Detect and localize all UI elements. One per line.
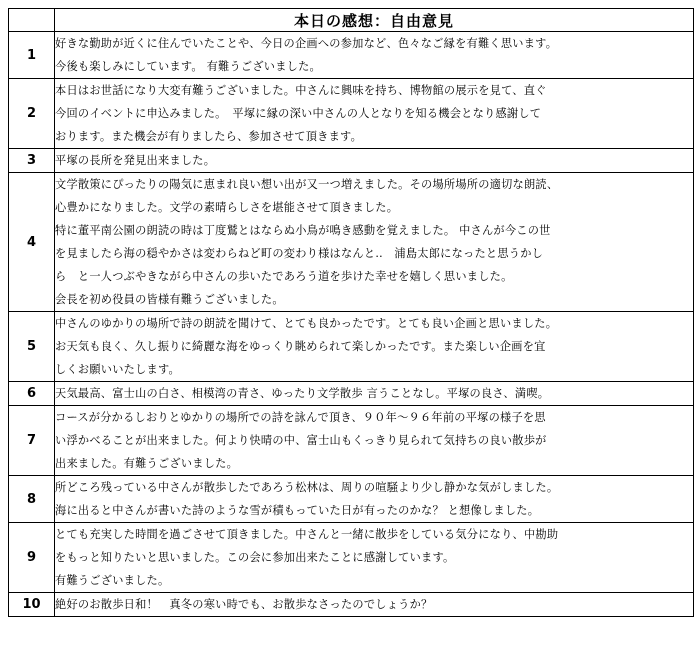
comment-line: 海に出ると中さんが書いた詩のような雪が積もっていた日が有ったのかな？ と想像しました。 <box>55 504 540 517</box>
comment-line: 平塚の長所を発見出来ました。 <box>55 154 216 167</box>
table-title: 本日の感想：自由意見 <box>55 9 694 32</box>
comment-line: 今後も楽しみにしています。 有難うございました。 <box>55 60 321 73</box>
comment-cell <box>55 476 694 523</box>
comment-line: ら と一人つぶやきながら中さんの歩いたであろう道を歩けた幸せを嬉しく思いました。 <box>55 270 513 283</box>
table-row <box>9 593 694 617</box>
comment-line: コースが分かるしおりとゆかりの場所での詩を詠んで頂き、９０年～９６年前の平塚の様子を思 <box>55 411 546 424</box>
table-row <box>9 476 694 523</box>
table-row <box>9 32 694 79</box>
comment-line: 好きな勤助が近くに住んでいたことや、今日の企画への参加など、色々なご縁を有難く思います。 <box>55 37 558 50</box>
comment-line: 特に董平南公園の朗読の時は丁度鷲とはならぬ小鳥が鳴き感動を覚えました。 中さんが今この世 <box>55 224 551 237</box>
comment-line: を見ましたら海の穏やかさは変わらねど町の変わり様はなんと‥ 浦島太郎になったと思うかし <box>55 247 544 260</box>
table-row <box>9 406 694 476</box>
table-row <box>9 523 694 593</box>
comment-line: 絶好のお散歩日和！ 真冬の寒い時でも、お散歩なさったのでしょうか？ <box>55 598 433 611</box>
comment-line: 本日はお世話になり大変有難うございました。中さんに興味を持ち、博物館の展示を見て、直ぐ <box>55 84 547 97</box>
row-number: 9 <box>9 523 55 593</box>
row-number: 7 <box>9 406 55 476</box>
table-body <box>9 32 694 617</box>
comment-cell <box>55 406 694 476</box>
comment-cell <box>55 382 694 406</box>
comment-cell <box>55 312 694 382</box>
comment-line: い浮かべることが出来ました。何より快晴の中、富士山もくっきり見られて気持ちの良い散歩が <box>55 434 547 447</box>
table-row <box>9 312 694 382</box>
row-number: 1 <box>9 32 55 79</box>
comment-line: をもっと知りたいと思いました。この会に参加出来たことに感謝しています。 <box>55 551 455 564</box>
comment-line: 会長を初め役員の皆様有難うございました。 <box>55 293 284 306</box>
comment-line: 天気最高、富士山の白さ、相模湾の青さ、ゆったり文学散歩 言うことなし。平塚の良さ、満喫。 <box>55 387 550 400</box>
comment-line: 今回のイベントに申込みました。 平塚に縁の深い中さんの人となりを知る機会となり感謝して <box>55 107 542 120</box>
row-number: 4 <box>9 173 55 312</box>
row-number: 8 <box>9 476 55 523</box>
row-number: 3 <box>9 149 55 173</box>
comment-line: お天気も良く、久し振りに綺麗な海をゆっくり眺められて楽しかったです。また楽しい企画を宜 <box>55 340 546 353</box>
header-corner-cell <box>9 9 55 32</box>
table-header-row <box>9 9 694 32</box>
comment-cell <box>55 593 694 617</box>
feedback-table <box>8 8 694 617</box>
comment-line: 出来ました。有難うございました。 <box>55 457 239 470</box>
table-row <box>9 149 694 173</box>
comment-cell <box>55 79 694 149</box>
comment-line: 中さんのゆかりの場所で詩の朗読を聞けて、とても良かったです。とても良い企画と思いました。 <box>55 317 558 330</box>
table-row <box>9 79 694 149</box>
row-number: 10 <box>9 593 55 617</box>
row-number: 2 <box>9 79 55 149</box>
row-number: 5 <box>9 312 55 382</box>
comment-line: とても充実した時間を過ごさせて頂きました。中さんと一緒に散歩をしている気分になり、中勘助 <box>55 528 559 541</box>
comment-line: 文学散策にぴったりの陽気に恵まれ良い想い出が又一つ増えました。その場所場所の適切な朗読、 <box>55 178 559 191</box>
row-number: 6 <box>9 382 55 406</box>
comment-line: 有難うございました。 <box>55 574 170 587</box>
table-row <box>9 173 694 312</box>
comment-line: おります。また機会が有りましたら、参加させて頂きます。 <box>55 130 363 143</box>
comment-line: しくお願いいたします。 <box>55 363 180 376</box>
comment-cell <box>55 32 694 79</box>
comment-cell <box>55 523 694 593</box>
table-row <box>9 382 694 406</box>
comment-line: 心豊かになりました。文学の素晴らしさを堪能させて頂きました。 <box>55 201 399 214</box>
comment-cell <box>55 149 694 173</box>
comment-line: 所どころ残っている中さんが散歩したであろう松林は、周りの喧騒より少し静かな気がしました。 <box>55 481 559 494</box>
comment-cell <box>55 173 694 312</box>
